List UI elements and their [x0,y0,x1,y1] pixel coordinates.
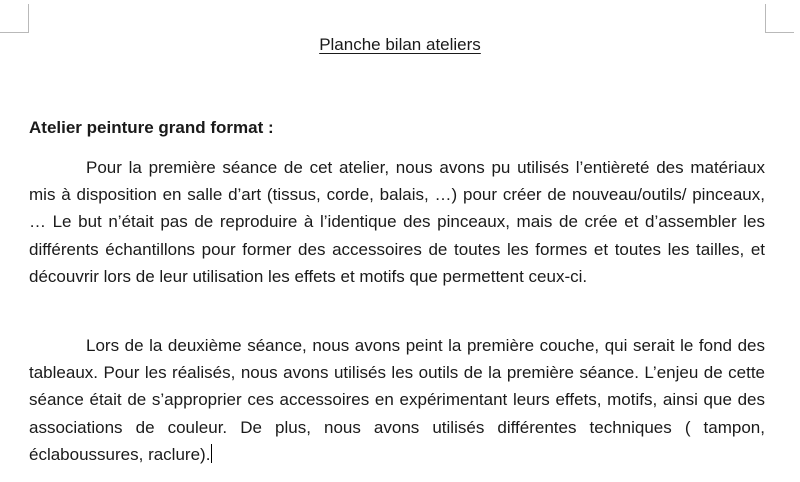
section-heading[interactable]: Atelier peinture grand format : [29,118,274,137]
text-cursor [211,444,212,463]
document-title[interactable]: Planche bilan ateliers [319,35,481,54]
paragraph-1[interactable] [29,154,765,290]
paragraph-2[interactable] [29,332,765,468]
corner-mark-top-right [765,4,794,33]
paragraph-1-text[interactable]: Pour la première séance de cet atelier, nous avons pu utilisés l’entièreté des matériaux mis à disposition en salle d’art (tissus, corde, balais, …) pour créer de nouveau/outils/ pinceaux, … Le but n’était pas de reproduire à l’identique des pinceaux, mais de crée et d’assembler les différents échantillons pour former des accessoires de toutes les formes et toutes les tailles, et découvrir lors de leur utilisation les effets et motifs que permettent ceux-ci. [29,158,765,286]
corner-mark-top-left [0,4,29,33]
paragraph-2-text[interactable]: Lors de la deuxième séance, nous avons peint la première couche, qui serait le fond des tableaux. Pour les réalisés, nous avons utilisés les outils de la première séance. L’enjeu de cette séance était de s’approprier ces accessoires en expérimentant leurs effets, motifs, ainsi que des associations de couleur. De plus, nous avons utilisés différentes techniques ( tampon, éclaboussures, raclure). [29,336,765,464]
